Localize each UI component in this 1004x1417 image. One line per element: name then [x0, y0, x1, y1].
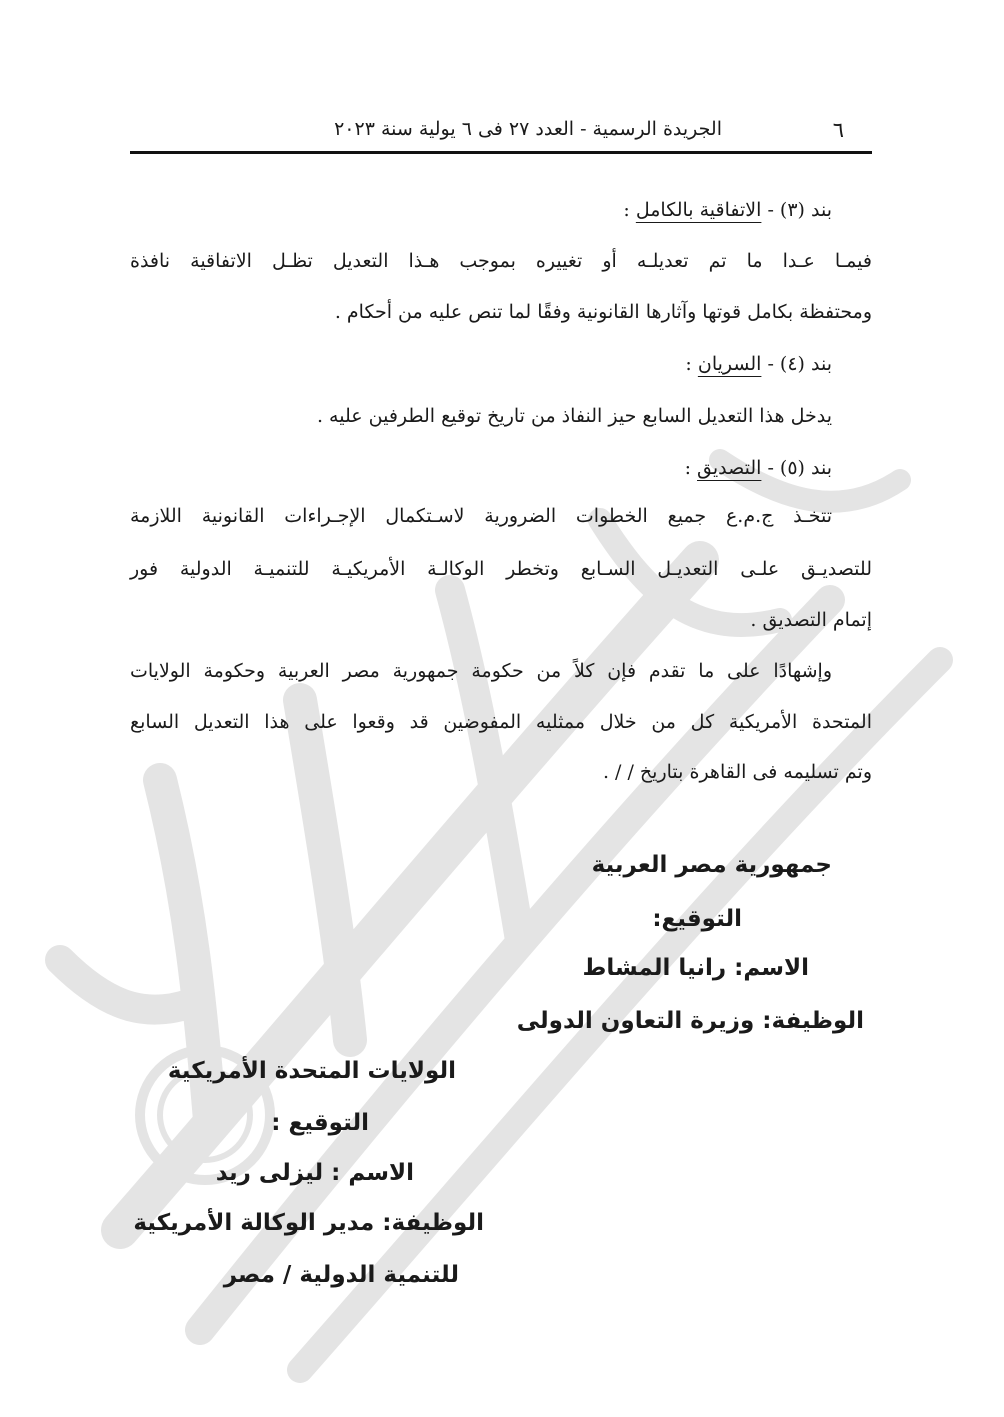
egypt-signature-label: التوقيع: [652, 906, 742, 932]
egypt-signatory-name: الاسم: رانيا المشاط [582, 955, 809, 981]
clause-3-heading: بند (٣) - الاتفاقية بالكامل : [623, 199, 832, 221]
usa-country-name: الولايات المتحدة الأمريكية [167, 1058, 456, 1084]
witness-text-line-3: وتم تسليمه فى القاهرة بتاريخ / / . [602, 761, 872, 783]
clause-5-heading: بند (٥) - التصديق : [684, 457, 832, 479]
usa-signature-label: التوقيع : [271, 1110, 369, 1136]
witness-text-line-1: وإشهادًا على ما تقدم فإن كلاً من حكومة جمهورية مصر العربية وحكومة الولايات [130, 660, 832, 682]
clause-5-text-line-3: إتمام التصديق . [750, 609, 872, 631]
clause-5-text-line-1: تتخـذ ج.م.ع جميع الخطوات الضرورية لاسـتكمال الإجـراءات القانونية اللازمة [130, 505, 832, 527]
witness-text-line-2: المتحدة الأمريكية كل من خلال ممثليه المفوضين قد وقعوا على هذا التعديل السابع [130, 711, 872, 733]
clause-5-text-line-2: للتصديـق علـى التعديـل السـابع وتخطر الوكالـة الأمريكيـة للتنميـة الدولية فور [130, 558, 872, 580]
usa-signatory-position-line-1: الوظيفة: مدير الوكالة الأمريكية [133, 1210, 484, 1236]
clause-5-title: التصديق [697, 457, 762, 479]
clause-3-title: الاتفاقية بالكامل [635, 199, 762, 221]
clause-4-title: السريان [697, 353, 762, 375]
header-divider [130, 151, 872, 154]
clause-4-heading: بند (٤) - السريان : [685, 353, 832, 375]
egypt-country-name: جمهورية مصر العربية [591, 852, 832, 878]
clause-4-text-line-1: يدخل هذا التعديل السابع حيز النفاذ من تاريخ توقيع الطرفين عليه . [316, 405, 832, 427]
usa-signatory-position-line-2: للتنمية الدولية / مصر [223, 1262, 459, 1288]
egypt-signatory-position: الوظيفة: وزيرة التعاون الدولى [516, 1008, 864, 1034]
gazette-title: الجريدة الرسمية - العدد ٢٧ فى ٦ يولية سنة ٢٠٢٣ [334, 118, 722, 140]
clause-3-text-line-2: ومحتفظة بكامل قوتها وآثارها القانونية وفقًا لما تنص عليه من أحكام . [334, 301, 872, 323]
clause-3-text-line-1: فيمـا عـدا ما تم تعديلـه أو تغييره بموجب هـذا التعديل تظـل الاتفاقية نافذة [130, 250, 872, 272]
page-header [130, 110, 872, 154]
usa-signatory-name: الاسم : ليزلى ريد [215, 1160, 414, 1186]
page-number: ٦ [832, 118, 844, 142]
